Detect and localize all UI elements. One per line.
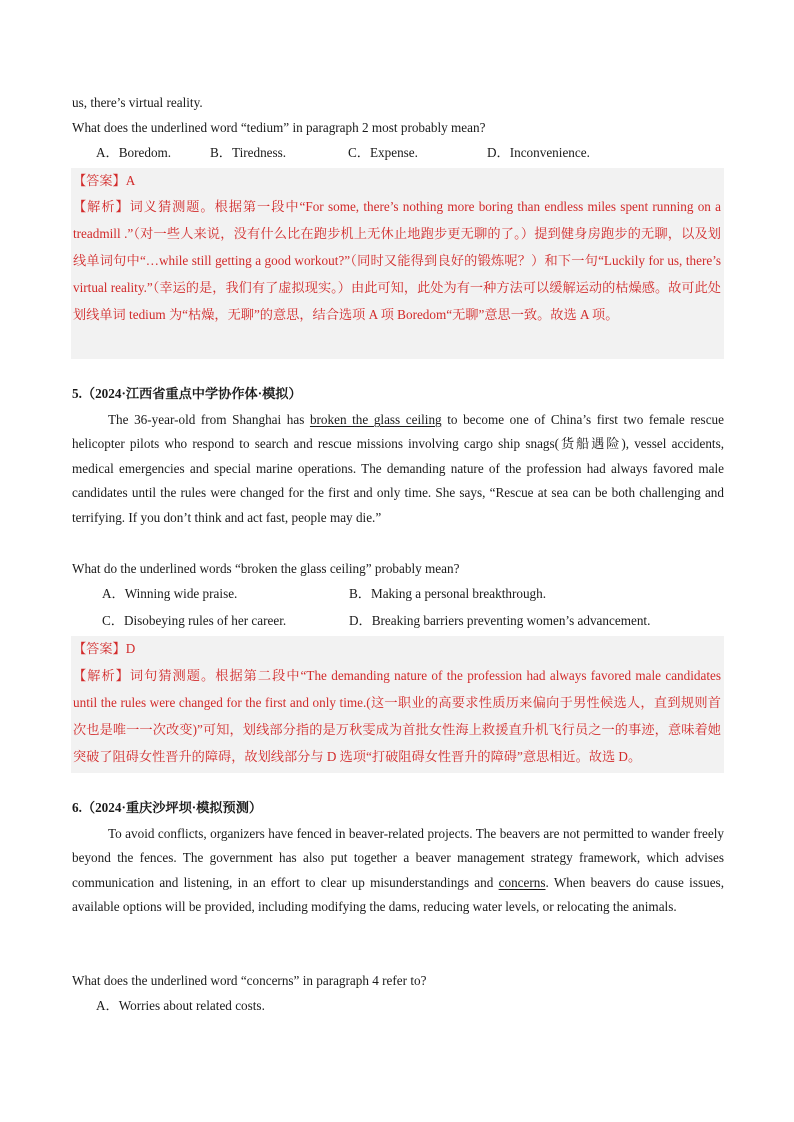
q4-analysis-text: 词义猜测题。根据第一段中“For some, there’s nothing more boring than endless miles spent running on a treadmill .”（对一些人来说，没有什么比在跑步机上无休止地跑步更无聊的了。）提到健身房跑步的无聊，以及划线单词句中“…while still getting a good workout?”（同时又能得到良好的锻炼呢？）和下一句“Luckily for us, there’s virtual reality.”（幸运的是，我们有了虚拟现实。）由此可知，此处为有一种方法可以缓解运动的枯燥感。故可此处划线单词 tedium 为“枯燥，无聊”的意思，结合选项 A 项 Boredom“无聊”意思一致。故选 A 项。 <box>73 199 722 322</box>
q4-analysis-label: 【解析】 <box>73 199 130 214</box>
q4-option-a: A．Boredom. <box>96 145 172 160</box>
passage-text: To avoid conflicts, organizers have fenced in beaver-related projects. The beavers are not permitted to wander freely beyond the fences. The government has also put together a beaver management strategy framework, which advises communication and listening, in an effort to clear up misunderstandings and <box>72 826 724 890</box>
question-6-text: What does the underlined word “concerns” in paragraph 4 refer to? <box>72 973 427 988</box>
q4-answer: 【答案】A <box>73 173 136 188</box>
q4-analysis <box>73 193 721 328</box>
q5-answer-box <box>71 636 724 773</box>
passage-text: . When beavers do cause issues, available options will be provided, including modifying the dams, reducing water levels, or relocating the animals. <box>72 874 724 915</box>
q6-option-a: A．Worries about related costs. <box>96 998 265 1013</box>
q5-option-d: D．Breaking barriers preventing women’s advancement. <box>349 613 651 628</box>
question-5-text: What do the underlined words “broken the glass ceiling” probably mean? <box>72 561 460 576</box>
q5-analysis-text: 词句猜测题。根据第二段中“The demanding nature of the profession had always favored male candidates until the rules were changed for the first and only time.(这一职业的高要求性质历来偏向于男性候选人，直到规则首次也是唯一一次改变)”可知，划线部分指的是万秋雯成为首批女性海上救援直升机飞行员之一的事迹，意味着她突破了阻碍女性晋升的障碍，故划线部分与 D 选项“打破阻碍女性晋升的障碍”意思相近。故选 D。 <box>73 668 721 764</box>
passage-text: to become one of China’s first two female rescue helicopter pilots who respond to search and rescue missions involving cargo ship snags(货船遇险), vessel accidents, medical emergencies and special marine operations. The demanding nature of the profession had always favored male candidates until the rules were changed for the first and only time. She says, “Rescue at sea can be both challenging and terrifying. If you don’t think and act fast, people may die.” <box>72 412 724 525</box>
question-4-text: What does the underlined word “tedium” in paragraph 2 most probably mean? <box>72 120 486 135</box>
passage-text: The 36-year-old from Shanghai has <box>108 412 310 427</box>
q4-answer-box <box>71 168 724 359</box>
passage-tail-line: us, there’s virtual reality. <box>72 95 203 110</box>
underlined-phrase: broken the glass ceiling <box>309 412 442 427</box>
q4-option-d: D．Inconvenience. <box>487 145 590 160</box>
q5-analysis <box>73 662 721 770</box>
question-6-heading: 6.（2024·重庆沙坪坝·模拟预测） <box>72 800 263 815</box>
underlined-word: concerns <box>498 874 546 890</box>
q5-option-a: A．Winning wide praise. <box>102 586 238 601</box>
question-5-heading: 5.（2024·江西省重点中学协作体·模拟） <box>72 386 302 401</box>
q5-analysis-label: 【解析】 <box>73 668 130 683</box>
q4-option-b: B．Tiredness. <box>210 145 287 160</box>
q5-answer: 【答案】D <box>73 641 136 656</box>
question-6-passage <box>72 822 724 920</box>
question-5-passage <box>72 408 724 530</box>
q5-option-c: C．Disobeying rules of her career. <box>102 613 287 628</box>
q4-option-c: C．Expense. <box>348 145 418 160</box>
q5-option-b: B．Making a personal breakthrough. <box>349 586 547 601</box>
